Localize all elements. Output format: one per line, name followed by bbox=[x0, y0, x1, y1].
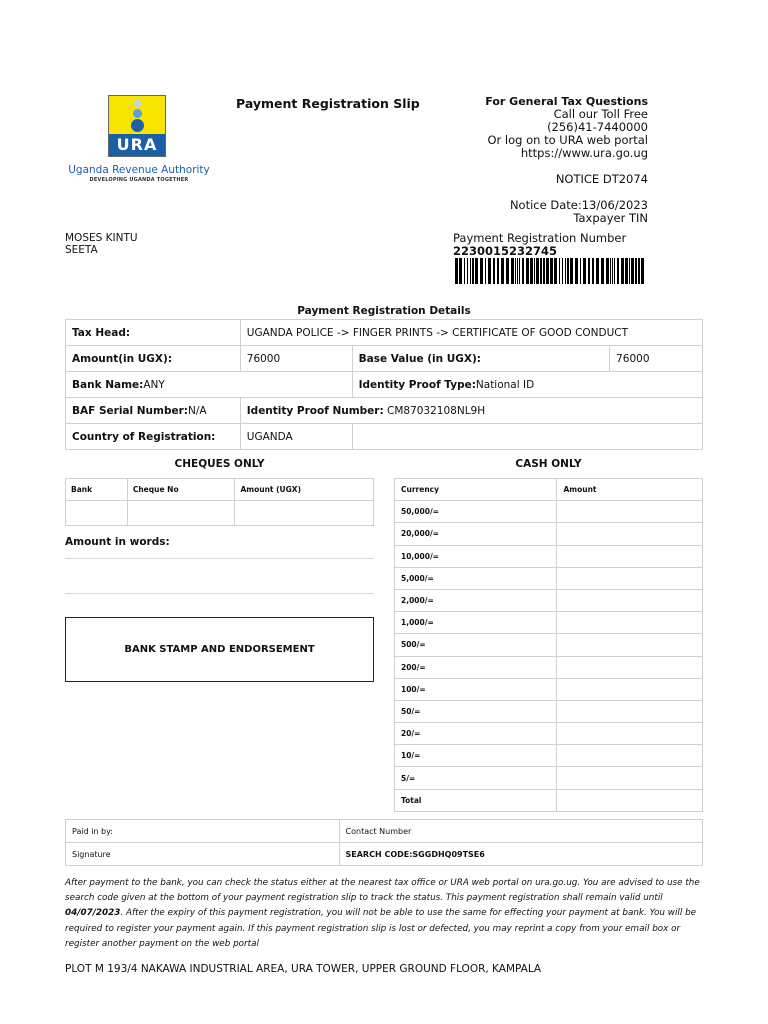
registration-label: Payment Registration Number bbox=[453, 231, 627, 245]
registration-block bbox=[453, 232, 626, 258]
cash-amount-cell[interactable] bbox=[557, 789, 703, 811]
cash-amount-cell[interactable] bbox=[557, 612, 703, 634]
bank-name-value: ANY bbox=[143, 378, 165, 391]
cash-amount-cell[interactable] bbox=[557, 545, 703, 567]
footer-table bbox=[65, 819, 703, 866]
id-proof-number-label: Identity Proof Number: bbox=[246, 404, 384, 417]
cash-denomination: 20/= bbox=[395, 723, 557, 745]
amount-label: Amount(in UGX): bbox=[66, 346, 241, 372]
cash-denomination: 2,000/= bbox=[395, 589, 557, 611]
note-part2: . After the expiry of this payment registration, you will not be able to use the same for effecting your payment at bank. You will be required to register your payment again. If this payment registration slip is lost or defected, you may reprint a copy from your email box or register another payment on the web portal bbox=[65, 908, 697, 949]
table-row bbox=[395, 479, 703, 501]
logo-tagline: DEVELOPING UGANDA TOGETHER bbox=[89, 177, 189, 183]
bank-stamp-box bbox=[65, 617, 374, 682]
table-row bbox=[395, 745, 703, 767]
table-row bbox=[66, 479, 374, 501]
table-row bbox=[66, 346, 703, 372]
note-valid-until: 04/07/2023 bbox=[65, 908, 121, 919]
ura-logo bbox=[108, 95, 166, 157]
id-proof-number-cell bbox=[240, 398, 702, 424]
table-row bbox=[66, 320, 703, 346]
table-row bbox=[395, 589, 703, 611]
base-value-label: Base Value (in UGX): bbox=[352, 346, 609, 372]
bank-stamp-label: BANK STAMP AND ENDORSEMENT bbox=[124, 644, 315, 655]
id-proof-type-value: National ID bbox=[475, 378, 535, 391]
cash-denomination: 10/= bbox=[395, 745, 557, 767]
currency-header: Currency bbox=[395, 479, 557, 501]
table-row bbox=[395, 634, 703, 656]
cheque-bank-cell[interactable] bbox=[66, 501, 128, 526]
cheque-amount-cell[interactable] bbox=[235, 501, 374, 526]
cash-amount-cell[interactable] bbox=[557, 501, 703, 523]
cheque-bank-header: Bank bbox=[66, 479, 128, 501]
cash-amount-cell[interactable] bbox=[557, 700, 703, 722]
cash-denomination: 100/= bbox=[395, 678, 557, 700]
taxpayer-tin: Taxpayer TIN bbox=[573, 211, 648, 225]
taxpayer-block bbox=[65, 232, 138, 256]
logo-abbr: URA bbox=[116, 135, 158, 154]
table-row bbox=[395, 678, 703, 700]
cash-denomination: 500/= bbox=[395, 634, 557, 656]
cash-amount-cell[interactable] bbox=[557, 745, 703, 767]
search-code: SEARCH CODE:SGGDHQ09TSE6 bbox=[339, 843, 702, 866]
contact-url[interactable]: https://www.ura.go.ug bbox=[520, 146, 648, 160]
contact-line1: Call our Toll Free bbox=[553, 107, 648, 121]
cash-amount-cell[interactable] bbox=[557, 678, 703, 700]
cash-denomination: 5/= bbox=[395, 767, 557, 789]
cash-denomination: Total bbox=[395, 789, 557, 811]
cheque-no-header: Cheque No bbox=[127, 479, 235, 501]
address: PLOT M 193/4 NAKAWA INDUSTRIAL AREA, URA TOWER, UPPER GROUND FLOOR, KAMPALA bbox=[65, 963, 542, 975]
bank-name-label: Bank Name: bbox=[72, 378, 144, 391]
table-row bbox=[66, 424, 703, 450]
id-proof-type-label: Identity Proof Type: bbox=[358, 378, 476, 391]
baf-label: BAF Serial Number: bbox=[72, 404, 188, 417]
cheques-table bbox=[65, 478, 374, 526]
signature[interactable]: Signature bbox=[66, 843, 340, 866]
cash-denomination: 10,000/= bbox=[395, 545, 557, 567]
barcode bbox=[453, 258, 704, 284]
table-row bbox=[66, 501, 374, 526]
cash-denomination: 50,000/= bbox=[395, 501, 557, 523]
base-value: 76000 bbox=[610, 346, 703, 372]
table-row bbox=[395, 523, 703, 545]
cash-amount-cell[interactable] bbox=[557, 567, 703, 589]
amount-in-words-label: Amount in words: bbox=[65, 536, 170, 548]
cash-amount-cell[interactable] bbox=[557, 656, 703, 678]
paid-in-by[interactable]: Paid in by: bbox=[66, 820, 340, 843]
table-row bbox=[66, 372, 703, 398]
country-value: UGANDA bbox=[240, 424, 352, 450]
baf-cell bbox=[66, 398, 241, 424]
contact-phone: (256)41-7440000 bbox=[547, 120, 648, 134]
cash-amount-cell[interactable] bbox=[557, 767, 703, 789]
divider bbox=[65, 593, 374, 594]
divider bbox=[65, 558, 374, 559]
logo-name: Uganda Revenue Authority bbox=[68, 164, 210, 176]
cash-denomination: 1,000/= bbox=[395, 612, 557, 634]
table-row bbox=[395, 501, 703, 523]
cheque-no-cell[interactable] bbox=[127, 501, 235, 526]
empty-cell bbox=[352, 424, 702, 450]
cash-amount-cell[interactable] bbox=[557, 723, 703, 745]
note-part1: After payment to the bank, you can check the status either at the nearest tax office or URA web portal on ura.go.ug. You are advised to use the search code given at the bottom of your payment registration slip to track the status. This payment registration shall remain valid until bbox=[65, 878, 700, 904]
cash-amount-cell[interactable] bbox=[557, 523, 703, 545]
baf-value: N/A bbox=[187, 404, 207, 417]
cash-amount-cell[interactable] bbox=[557, 634, 703, 656]
country-label: Country of Registration: bbox=[66, 424, 241, 450]
payment-note bbox=[65, 876, 705, 952]
table-row bbox=[395, 723, 703, 745]
cash-denomination: 200/= bbox=[395, 656, 557, 678]
cash-table bbox=[394, 478, 703, 812]
details-title: Payment Registration Details bbox=[297, 305, 471, 317]
table-row bbox=[66, 820, 703, 843]
registration-number: 2230015232745 bbox=[453, 244, 558, 258]
cash-denomination: 20,000/= bbox=[395, 523, 557, 545]
notice-code: NOTICE DT2074 bbox=[555, 172, 648, 186]
contact-line2: Or log on to URA web portal bbox=[487, 133, 648, 147]
table-row bbox=[395, 545, 703, 567]
notice-date: Notice Date:13/06/2023 bbox=[509, 198, 648, 212]
id-proof-type-cell bbox=[352, 372, 702, 398]
page-title: Payment Registration Slip bbox=[236, 96, 420, 111]
taxpayer-name: MOSES KINTU bbox=[65, 232, 138, 244]
cheque-amount-header: Amount (UGX) bbox=[235, 479, 374, 501]
cheques-title: CHEQUES ONLY bbox=[174, 458, 265, 470]
table-row bbox=[66, 398, 703, 424]
cash-title: CASH ONLY bbox=[515, 458, 582, 470]
table-row bbox=[395, 700, 703, 722]
amount-header: Amount bbox=[557, 479, 703, 501]
contact-number[interactable]: Contact Number bbox=[339, 820, 702, 843]
table-row bbox=[395, 612, 703, 634]
contact-block bbox=[485, 95, 648, 225]
tax-head-label: Tax Head: bbox=[66, 320, 241, 346]
tax-head-value: UGANDA POLICE -> FINGER PRINTS -> CERTIFICATE OF GOOD CONDUCT bbox=[240, 320, 702, 346]
cash-denomination: 50/= bbox=[395, 700, 557, 722]
details-table bbox=[65, 319, 703, 450]
id-proof-number-value: CM87032108NL9H bbox=[387, 404, 486, 417]
cash-amount-cell[interactable] bbox=[557, 589, 703, 611]
taxpayer-location: SEETA bbox=[65, 244, 98, 256]
table-row bbox=[395, 567, 703, 589]
table-row bbox=[395, 767, 703, 789]
cash-denomination: 5,000/= bbox=[395, 567, 557, 589]
bank-name-cell bbox=[66, 372, 353, 398]
table-row bbox=[66, 843, 703, 866]
contact-heading: For General Tax Questions bbox=[485, 95, 648, 108]
table-row bbox=[395, 789, 703, 811]
table-row bbox=[395, 656, 703, 678]
amount-value: 76000 bbox=[240, 346, 352, 372]
